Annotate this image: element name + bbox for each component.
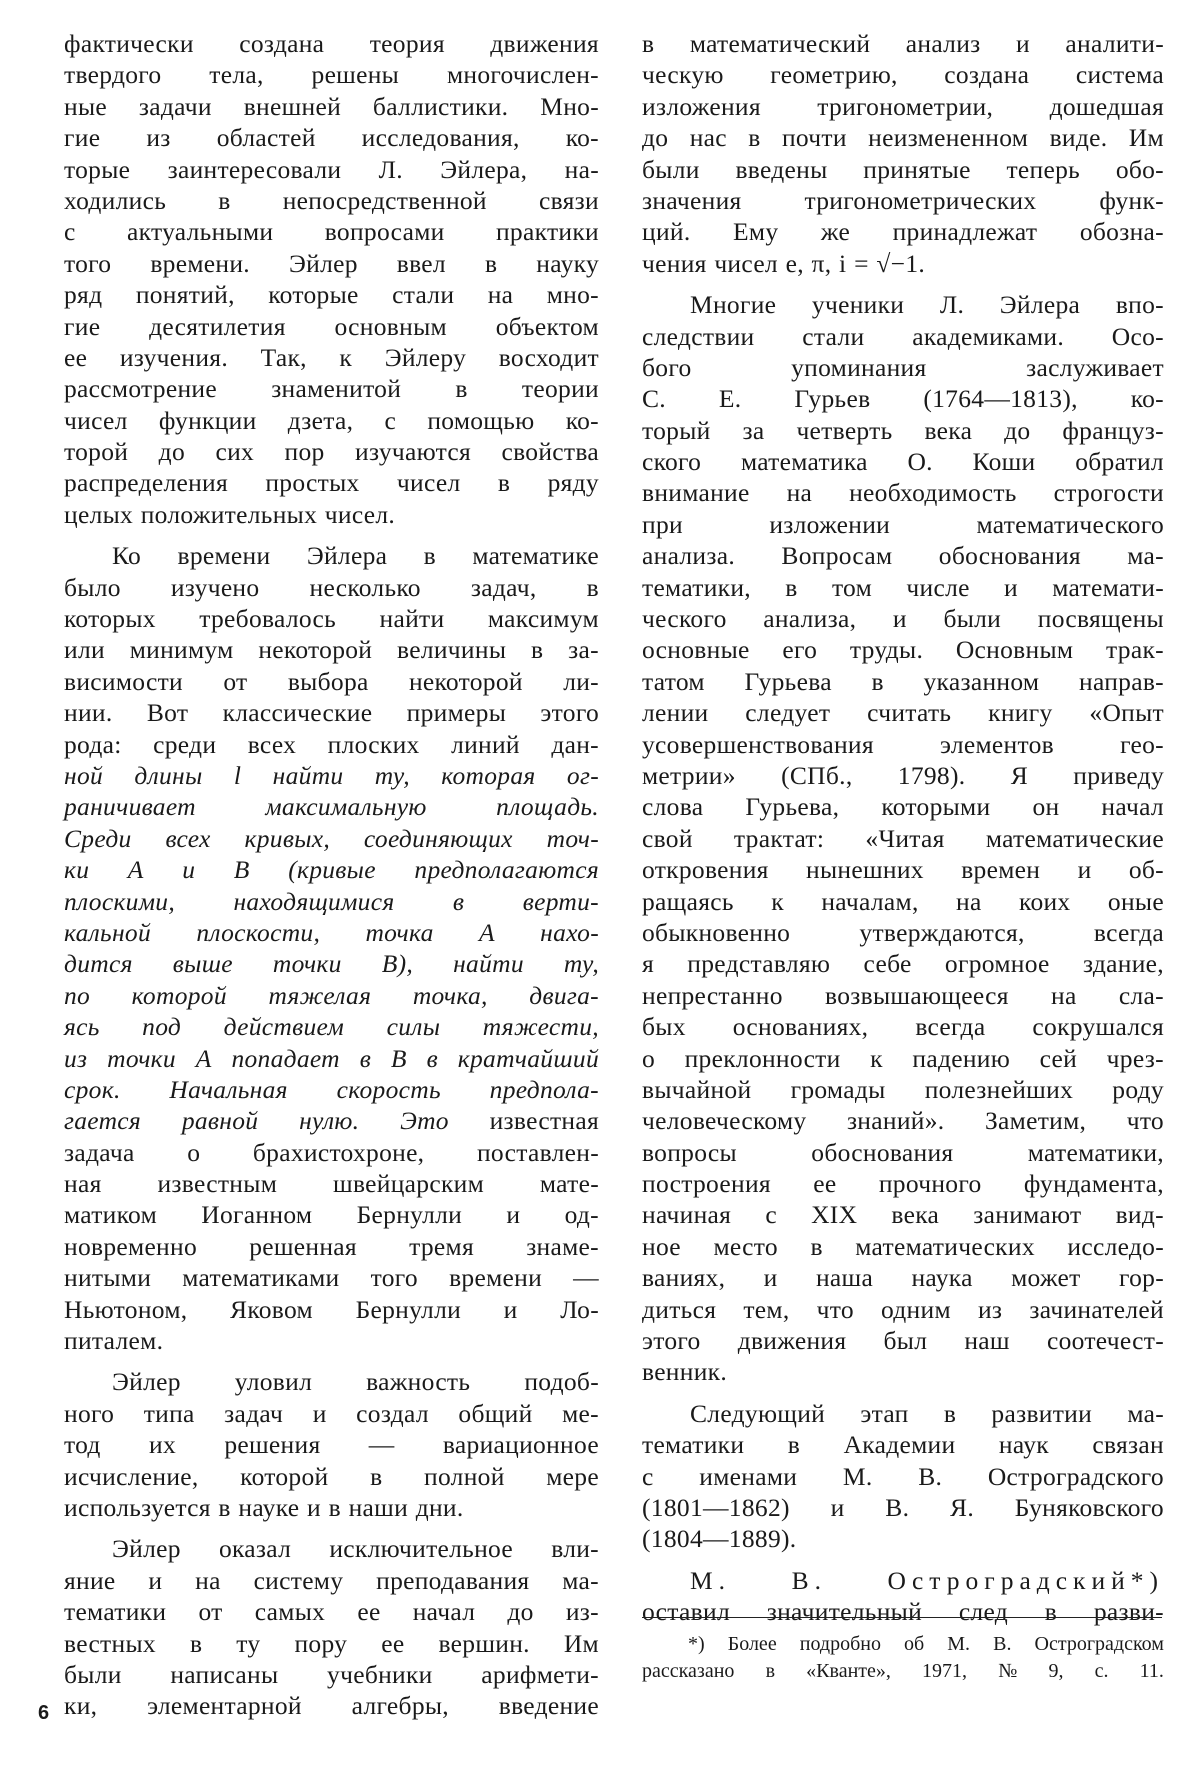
text-line: этого движения был наш соотечест- [642, 1326, 1164, 1356]
text-line: метрии» (СПб., 1798). Я приведу [642, 760, 1164, 790]
right-column [642, 28, 1164, 1628]
paragraph-gap [64, 530, 599, 540]
text-line: Многие ученики Л. Эйлера впо- [690, 290, 1164, 320]
text-line: торые заинтересовали Л. Эйлера, на- [64, 154, 599, 184]
text-line: ращаясь к началам, на коих оные [642, 886, 1164, 916]
text-line: оставил значительный след в разви- [642, 1597, 1164, 1627]
paragraph-gap [642, 1388, 1164, 1398]
text-line: дится выше точки B), найти ту, [64, 949, 599, 979]
text-line: вычайной громады полезнейших роду [642, 1074, 1164, 1104]
text-line: бых основаниях, всегда сокрушался [642, 1012, 1164, 1042]
text-line: о преклонности к падению сей чрез- [642, 1043, 1164, 1073]
text-line: ной длины l найти ту, которая ог- [64, 760, 599, 790]
text-line: внимание на необходимость строгости [642, 478, 1164, 508]
text-line: распределения простых чисел в ряду [64, 468, 599, 498]
text-line: торой до сих пор изучаются свойства [64, 437, 599, 467]
text-line: анализа. Вопросам обоснования ма- [642, 541, 1164, 571]
text-line: гается равной нулю. Это известная [64, 1106, 599, 1136]
text-line: раничивает максимальную площадь. [64, 792, 599, 822]
text-line: *) Более подробно об М. В. Остроградском [688, 1633, 1164, 1655]
text-line: питалем. [64, 1326, 164, 1356]
text-line: которых требовалось найти максимум [64, 604, 599, 634]
text-line: усовершенствования элементов гео- [642, 729, 1164, 759]
text-line: новременно решенная тремя знаме- [64, 1231, 599, 1261]
text-line: Эйлер уловил важность подоб- [112, 1367, 599, 1397]
text-line: откровения нынешних времен и об- [642, 855, 1164, 885]
text-line: (1801—1862) и В. Я. Буняковского [642, 1492, 1164, 1522]
text-line: торый за четверть века до француз- [642, 415, 1164, 445]
left-column [64, 28, 599, 1722]
text-line: ского математика О. Коши обратил [642, 447, 1164, 477]
text-line: нитыми математиками того времени — [64, 1263, 599, 1293]
text-line: кальной плоскости, точка A нахо- [64, 917, 599, 947]
text-line: ческую геометрию, создана система [642, 60, 1164, 90]
text-line: начиная с XIX века занимают вид- [642, 1200, 1164, 1230]
text-line: исчисление, которой в полной мере [64, 1461, 599, 1491]
text-line: значения тригонометрических функ- [642, 185, 1164, 215]
text-line: изложения тригонометрии, дошедшая [642, 91, 1164, 121]
text-line: из точки A попадает в B в кратчайший [64, 1043, 599, 1073]
text-line: обыкновенно утверждаются, всегда [642, 917, 1164, 947]
text-line: ций. Ему же принадлежат обозна- [642, 217, 1164, 247]
text-line: рода: среди всех плоских линий дан- [64, 729, 599, 759]
text-line: основные его труды. Основным трак- [642, 635, 1164, 665]
text-line: в математический анализ и аналити- [642, 29, 1164, 58]
text-line: рассказано в «Кванте», 1971, № 9, с. 11. [642, 1660, 1164, 1682]
text-line: бого упоминания заслуживает [642, 352, 1164, 382]
text-line: лении следует считать книгу «Опыт [642, 698, 1164, 728]
text-line: Среди всех кривых, соединяющих точ- [64, 823, 599, 853]
text-line: чисел функции дзета, с помощью ко- [64, 405, 599, 435]
text-line: ное место в математических исследо- [642, 1231, 1164, 1261]
text-line: по которой тяжелая точка, двига- [64, 980, 599, 1010]
text-line: венник. [642, 1357, 728, 1387]
text-line: были написаны учебники арифмети- [64, 1659, 599, 1689]
text-line: было изучено несколько задач, в [64, 572, 599, 602]
text-line: построения ее прочного фундамента, [642, 1169, 1164, 1199]
text-line: ного типа задач и создал общий ме- [64, 1398, 599, 1428]
text-line: Ко времени Эйлера в математике [112, 541, 599, 571]
text-line: были введены принятые теперь обо- [642, 154, 1164, 184]
paragraph-gap [642, 279, 1164, 289]
text-line: твердого тела, решены многочислен- [64, 60, 599, 90]
text-line: ваниях, и наша наука может гор- [642, 1263, 1164, 1293]
text-line: слова Гурьева, которыми он начал [642, 792, 1164, 822]
text-line: тод их решения — вариационное [64, 1430, 599, 1460]
text-line: ходились в непосредственной связи [64, 185, 599, 215]
text-line: висимости от выбора некоторой ли- [64, 666, 599, 696]
text-line: Следующий этап в развитии ма- [690, 1398, 1164, 1428]
text-line: я представляю себе огромное здание, [642, 949, 1164, 979]
text-line: тематики, в том числе и математи- [642, 572, 1164, 602]
text-line: или минимум некоторой величины в за- [64, 635, 599, 665]
paragraph-gap [64, 1356, 599, 1366]
text-line: ясь под действием силы тяжести, [64, 1012, 599, 1042]
text-line: следствии стали академиками. Осо- [642, 321, 1164, 351]
text-line: матиком Иоганном Бернулли и од- [64, 1200, 599, 1230]
text-line: ные задачи внешней баллистики. Мно- [64, 91, 599, 121]
text-line: гие десятилетия основным объектом [64, 311, 599, 341]
text-line: ки A и B (кривые предполагаются [64, 855, 599, 885]
text-line: Эйлер оказал исключительное вли- [112, 1534, 599, 1564]
text-line: (1804—1889). [642, 1524, 797, 1554]
text-line: гие из областей исследования, ко- [64, 123, 599, 153]
text-line: плоскими, находящимися в верти- [64, 886, 599, 916]
text-line: ряд понятий, которые стали на мно- [64, 280, 599, 310]
text-line: фактически создана теория движения [64, 29, 599, 58]
text-line: диться тем, что одним из зачинателей [642, 1294, 1164, 1324]
text-line: с актуальными вопросами практики [64, 217, 599, 247]
text-line: ческого анализа, и были посвящены [642, 604, 1164, 634]
text-line: С. Е. Гурьев (1764—1813), ко- [642, 384, 1164, 414]
text-line: тематики от самых ее начал до из- [64, 1597, 599, 1627]
text-line: вопросы обоснования математики, [642, 1137, 1164, 1167]
text-line: непрестанно возвышающееся на сла- [642, 980, 1164, 1010]
text-line: с именами М. В. Остроградского [642, 1461, 1164, 1491]
text-line: рассмотрение знаменитой в теории [64, 374, 599, 404]
text-line: человеческому знаний». Заметим, что [642, 1106, 1164, 1136]
page-number: 6 [38, 1702, 50, 1724]
text-line: целых положительных чисел. [64, 499, 396, 529]
text-line: используется в науке и в наши дни. [64, 1492, 464, 1522]
text-line: ее изучения. Так, к Эйлеру восходит [64, 342, 599, 372]
text-line: при изложении математического [642, 509, 1164, 539]
text-line: того времени. Эйлер ввел в науку [64, 248, 599, 278]
paragraph-gap [64, 1523, 599, 1533]
paragraph-gap [642, 1555, 1164, 1565]
text-line: задача о брахистохроне, поставлен- [64, 1137, 599, 1167]
footnote [642, 1631, 1164, 1685]
text-line: свой трактат: «Читая математические [642, 823, 1164, 853]
text-line: вестных в ту пору ее вершин. Им [64, 1628, 599, 1658]
text-line: М. В. Остроградский*) [690, 1565, 1164, 1595]
text-line: Ньютоном, Яковом Бернулли и Ло- [64, 1294, 599, 1324]
text-line: яние и на систему преподавания ма- [64, 1565, 599, 1595]
text-line: тематики в Академии наук связан [642, 1430, 1164, 1460]
text-line: татом Гурьева в указанном направ- [642, 666, 1164, 696]
text-line: до нас в почти неизмененном виде. Им [642, 123, 1164, 153]
text-line: ки, элементарной алгебры, введение [64, 1691, 599, 1721]
text-line: нии. Вот классические примеры этого [64, 698, 599, 728]
text-line: срок. Начальная скорость предпола- [64, 1074, 599, 1104]
text-line: чения чисел e, π, i = √−1. [642, 248, 926, 278]
footnote-divider [642, 1617, 1162, 1618]
text-line: ная известным швейцарским мате- [64, 1169, 599, 1199]
